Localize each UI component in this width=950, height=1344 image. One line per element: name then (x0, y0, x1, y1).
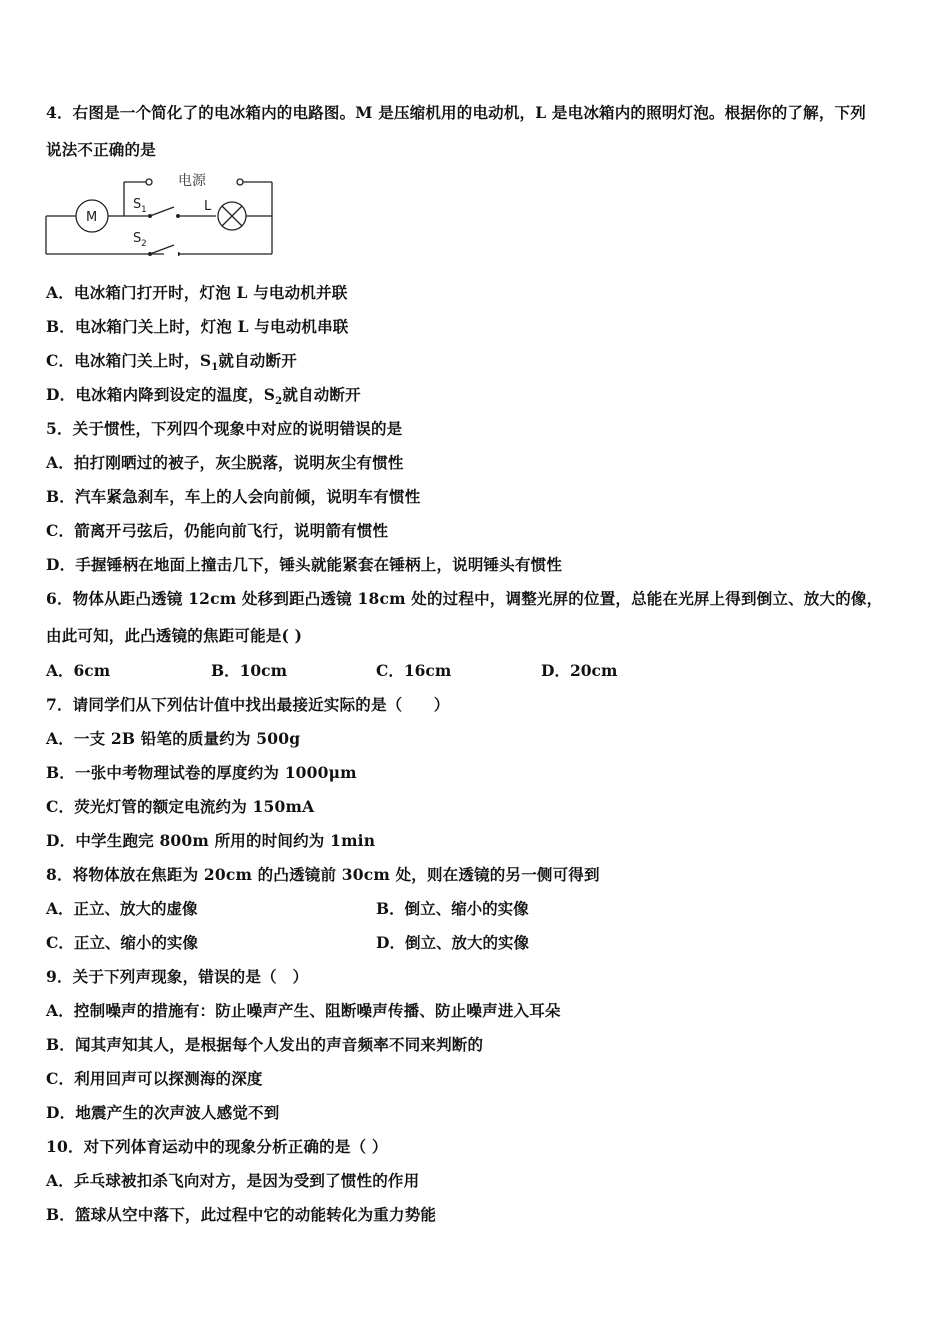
q4-stem-line2: 说法不正确的是 (46, 140, 156, 159)
q7-option-b: B．一张中考物理试卷的厚度约为 1000μm (46, 763, 357, 782)
q6-option-b: B．10cm (211, 661, 288, 680)
switch-s1-blade (150, 207, 174, 216)
s1-contact-left (148, 214, 152, 218)
s1-label: S (133, 197, 142, 212)
q7-stem: 7．请同学们从下列估计值中找出最接近实际的是（ ） (46, 695, 450, 714)
q7-option-d: D．中学生跑完 800m 所用的时间约为 1min (46, 831, 376, 850)
q5-option-b: B．汽车紧急刹车，车上的人会向前倾，说明车有惯性 (46, 487, 421, 506)
circuit-diagram (44, 166, 276, 258)
q10-option-b: B．篮球从空中落下，此过程中它的动能转化为重力势能 (46, 1205, 437, 1224)
q6-stem-line2: 由此可知，此凸透镜的焦距可能是( ) (46, 626, 303, 645)
q4-stem-line1: 4．右图是一个简化了的电冰箱内的电路图。M 是压缩机用的电动机，L 是电冰箱内的照明灯泡。根据你的了解，下列 (46, 103, 866, 122)
s2-label: S (133, 231, 142, 246)
s2-gap (164, 250, 178, 258)
q8-option-a: A．正立、放大的虚像 (46, 899, 198, 918)
q4-option-c: C．电冰箱门关上时，$S_1$就自动断开 (46, 351, 297, 374)
q6-stem-line1: 6．物体从距凸透镜 12cm 处移到距凸透镜 18cm 处的过程中，调整光屏的位置，总能在光屏上得到倒立、放大的像， (46, 589, 883, 608)
q5-option-c: C．箭离开弓弦后，仍能向前飞行，说明箭有惯性 (46, 521, 389, 540)
q7-option-c: C．荧光灯管的额定电流约为 150mA (46, 797, 315, 816)
q4-option-a: A．电冰箱门打开时，灯泡 L 与电动机并联 (46, 283, 348, 302)
q4-option-d: D．电冰箱内降到设定的温度，$S_2$就自动断开 (46, 385, 361, 408)
q5-option-a: A．拍打刚晒过的被子，灰尘脱落，说明灰尘有惯性 (46, 453, 404, 472)
s1-subscript: 1 (141, 205, 147, 215)
q10-stem: 10．对下列体育运动中的现象分析正确的是（ ） (46, 1137, 388, 1156)
q4-option-b: B．电冰箱门关上时，灯泡 L 与电动机串联 (46, 317, 349, 336)
q5-option-d: D．手握锤柄在地面上撞击几下，锤头就能紧套在锤柄上，说明锤头有惯性 (46, 555, 563, 574)
q10-option-a: A．乒乓球被扣杀飞向对方，是因为受到了惯性的作用 (46, 1171, 420, 1190)
q9-option-a: A．控制噪声的措施有：防止噪声产生、阻断噪声传播、防止噪声进入耳朵 (46, 1001, 561, 1020)
q5-stem: 5．关于惯性，下列四个现象中对应的说明错误的是 (46, 419, 403, 438)
motor-label: M (86, 210, 98, 225)
q9-option-c: C．利用回声可以探测海的深度 (46, 1069, 263, 1088)
s1-contact-right (176, 214, 180, 218)
power-terminal-left (146, 179, 152, 185)
q8-option-c: C．正立、缩小的实像 (46, 933, 198, 952)
q6-option-c: C．16cm (376, 661, 452, 680)
q9-option-b: B．闻其声知其人，是根据每个人发出的声音频率不同来判断的 (46, 1035, 484, 1054)
q6-option-d: D．20cm (541, 661, 618, 680)
q6-option-a: A．6cm (46, 661, 111, 680)
q9-option-d: D．地震产生的次声波人感觉不到 (46, 1103, 280, 1122)
s2-contact-left (148, 252, 152, 256)
q7-option-a: A．一支 2B 铅笔的质量约为 500g (46, 729, 301, 748)
q8-option-b: B．倒立、缩小的实像 (376, 899, 529, 918)
q8-option-d: D．倒立、放大的实像 (376, 933, 529, 952)
q8-stem: 8．将物体放在焦距为 20cm 的凸透镜前 30cm 处，则在透镜的另一侧可得到 (46, 865, 600, 884)
s2-subscript: 2 (141, 239, 147, 249)
lamp-label: L (204, 199, 212, 214)
q9-stem: 9．关于下列声现象，错误的是（ ） (46, 967, 309, 986)
power-label: 电源 (178, 173, 206, 189)
power-terminal-right (237, 179, 243, 185)
